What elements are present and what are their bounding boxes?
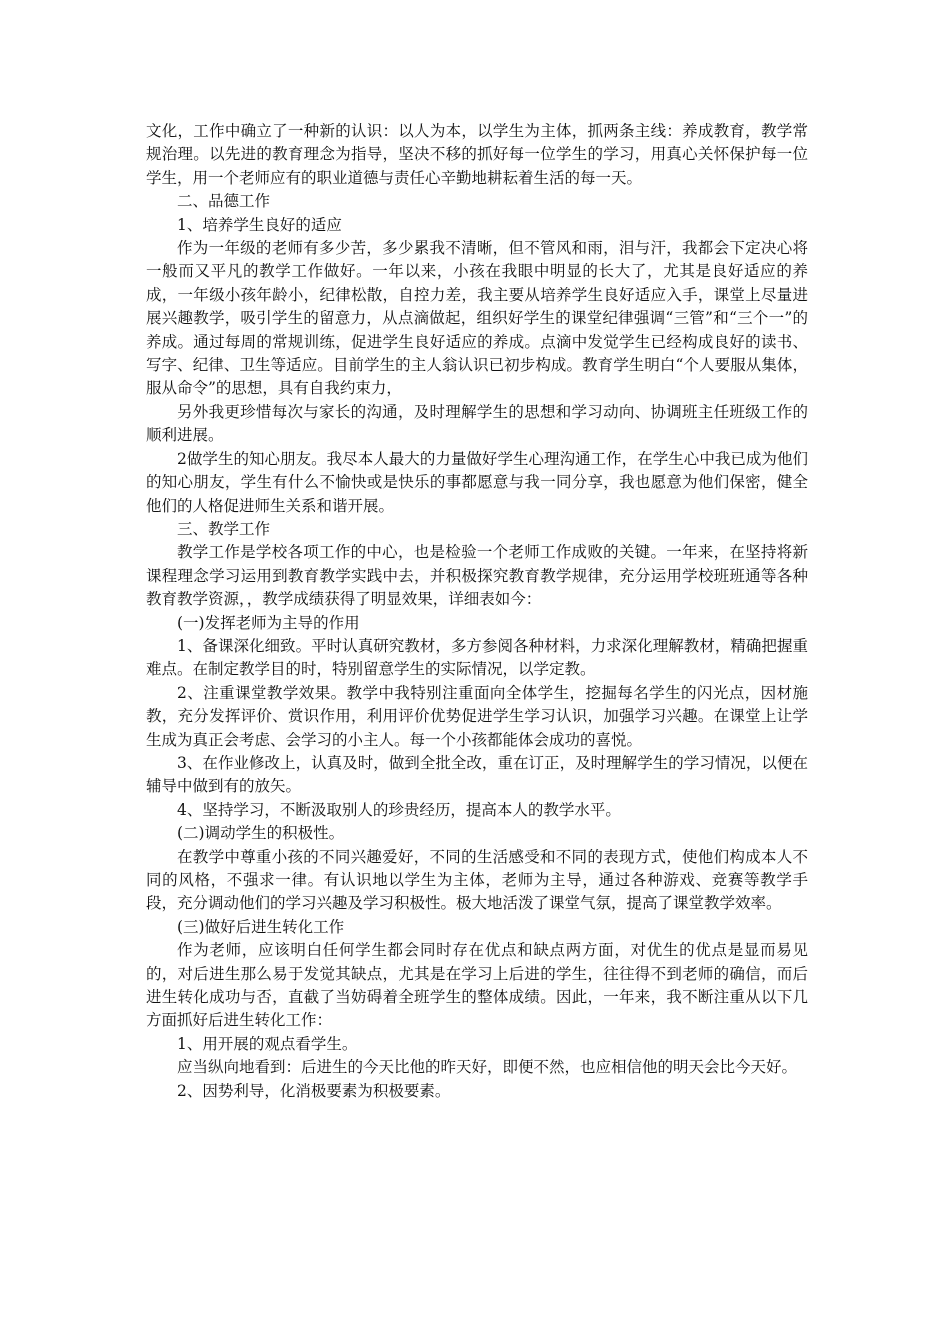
paragraph-teaching-center: 教学工作是学校各项工作的中心，也是检验一个老师工作成败的关键。一年来，在坚持将新课程理念学习运用到教育教学实践中去，并积极探究教育教学规律，充分运用学校班班通等各种教育教学资源，，教学成绩获得了明显效果，详细表如今： [146,543,808,609]
paragraph-respect-interests: 在教学中尊重小孩的不同兴趣爱好，不同的生活感受和不同的表现方式，使他们构成本人不同的风格，不强求一律。有认识地以学生为主体，老师为主导，通过各种游戏、竞赛等教学手段，充分调动他们的学习兴趣及学习积极性。极大地活泼了课堂气氛，提高了课堂教学效率。 [146,847,808,913]
document-page [146,120,808,1103]
paragraph-strengths-weaknesses: 作为老师，应该明白任何学生都会同时存在优点和缺点两方面，对优生的优点是显而易见的，对后进生那么易于发觉其缺点，尤其是在学习上后进的学生，往往得不到老师的确信，而后进生转化成功与否，直截了当妨碍着全班学生的整体成绩。因此，一年来，我不断注重从以下几方面抓好后进生转化工作： [146,941,808,1030]
paragraph-guide-positive: 2、因势利导，化消极要素为积极要素。 [177,1081,451,1100]
subheading-student-motivation: (二)调动学生的积极性。 [177,824,345,843]
paragraph-development-view: 1、用开展的观点看学生。 [177,1034,358,1053]
subheading-good-habits: 1、培养学生良好的适应 [177,215,342,234]
paragraph-classroom-effect: 2、注重课堂教学效果。教学中我特别注重面向全体学生，挖掘每名学生的闪光点，因材施教，充分发挥评价、赏识作用，利用评价优势促进学生学习认识，加强学习兴趣。在课堂上让学生成为真正会考虑、会学习的小主人。每一个小孩都能体会成功的喜悦。 [146,683,808,749]
subheading-struggling-students: (三)做好后进生转化工作 [177,917,345,936]
paragraph-homework-correction: 3、在作业修改上，认真及时，做到全批全改，重在订正，及时理解学生的学习情况，以便在辅导中做到有的放矢。 [146,753,808,796]
paragraph-parent-communication: 另外我更珍惜每次与家长的沟通，及时理解学生的思想和学习动向、协调班主任班级工作的顺利进展。 [146,402,808,445]
paragraph-lesson-preparation: 1、备课深化细致。平时认真研究教材，多方参阅各种材料，力求深化理解教材，精确把握重难点。在制定教学目的时，特别留意学生的实际情况，以学定教。 [146,636,808,679]
paragraph-first-grade-teacher: 作为一年级的老师有多少苦，多少累我不清晰，但不管风和雨，泪与汗，我都会下定决心将一般而又平凡的教学工作做好。一年以来，小孩在我眼中明显的长大了，尤其是良好适应的养成，一年级小孩年龄小，纪律松散，自控力差，我主要从培养学生良好适应入手，课堂上尽量进展兴趣教学，吸引学生的留意力，从点滴做起，组织好学生的课堂纪律强调“三管”和“三个一”的养成。通过每周的常规训练，促进学生良好适应的养成。点滴中发觉学生已经构成良好的读书、写字、纪律、卫生等适应。目前学生的主人翁认识已初步构成。教育学生明白“个人要服从集体，服从命令”的思想，具有自我约束力， [146,239,808,398]
paragraph-continuation: 文化，工作中确立了一种新的认识：以人为本，以学生为主体，抓两条主线：养成教育，教学常规治理。以先进的教育理念为指导，坚决不移的抓好每一位学生的学习，用真心关怀保护每一位学生，用一个老师应有的职业道德与责任心辛勤地耕耘着生活的每一天。 [146,122,808,187]
heading-moral-work: 二、品德工作 [177,192,271,211]
paragraph-keep-learning: 4、坚持学习，不断汲取别人的珍贵经历，提高本人的教学水平。 [177,800,621,819]
subheading-teacher-leading-role: (一)发挥老师为主导的作用 [177,613,360,632]
paragraph-vertical-view: 应当纵向地看到：后进生的今天比他的昨天好，即便不然，也应相信他的明天会比今天好。 [177,1058,798,1077]
paragraph-student-friend: 2做学生的知心朋友。我尽本人最大的力量做好学生心理沟通工作，在学生心中我已成为他们的知心朋友，学生有什么不愉快或是快乐的事都愿意与我一同分享，我也愿意为他们保密，健全他们的人格促进师生关系和谐开展。 [146,449,808,515]
heading-teaching-work: 三、教学工作 [177,519,271,538]
